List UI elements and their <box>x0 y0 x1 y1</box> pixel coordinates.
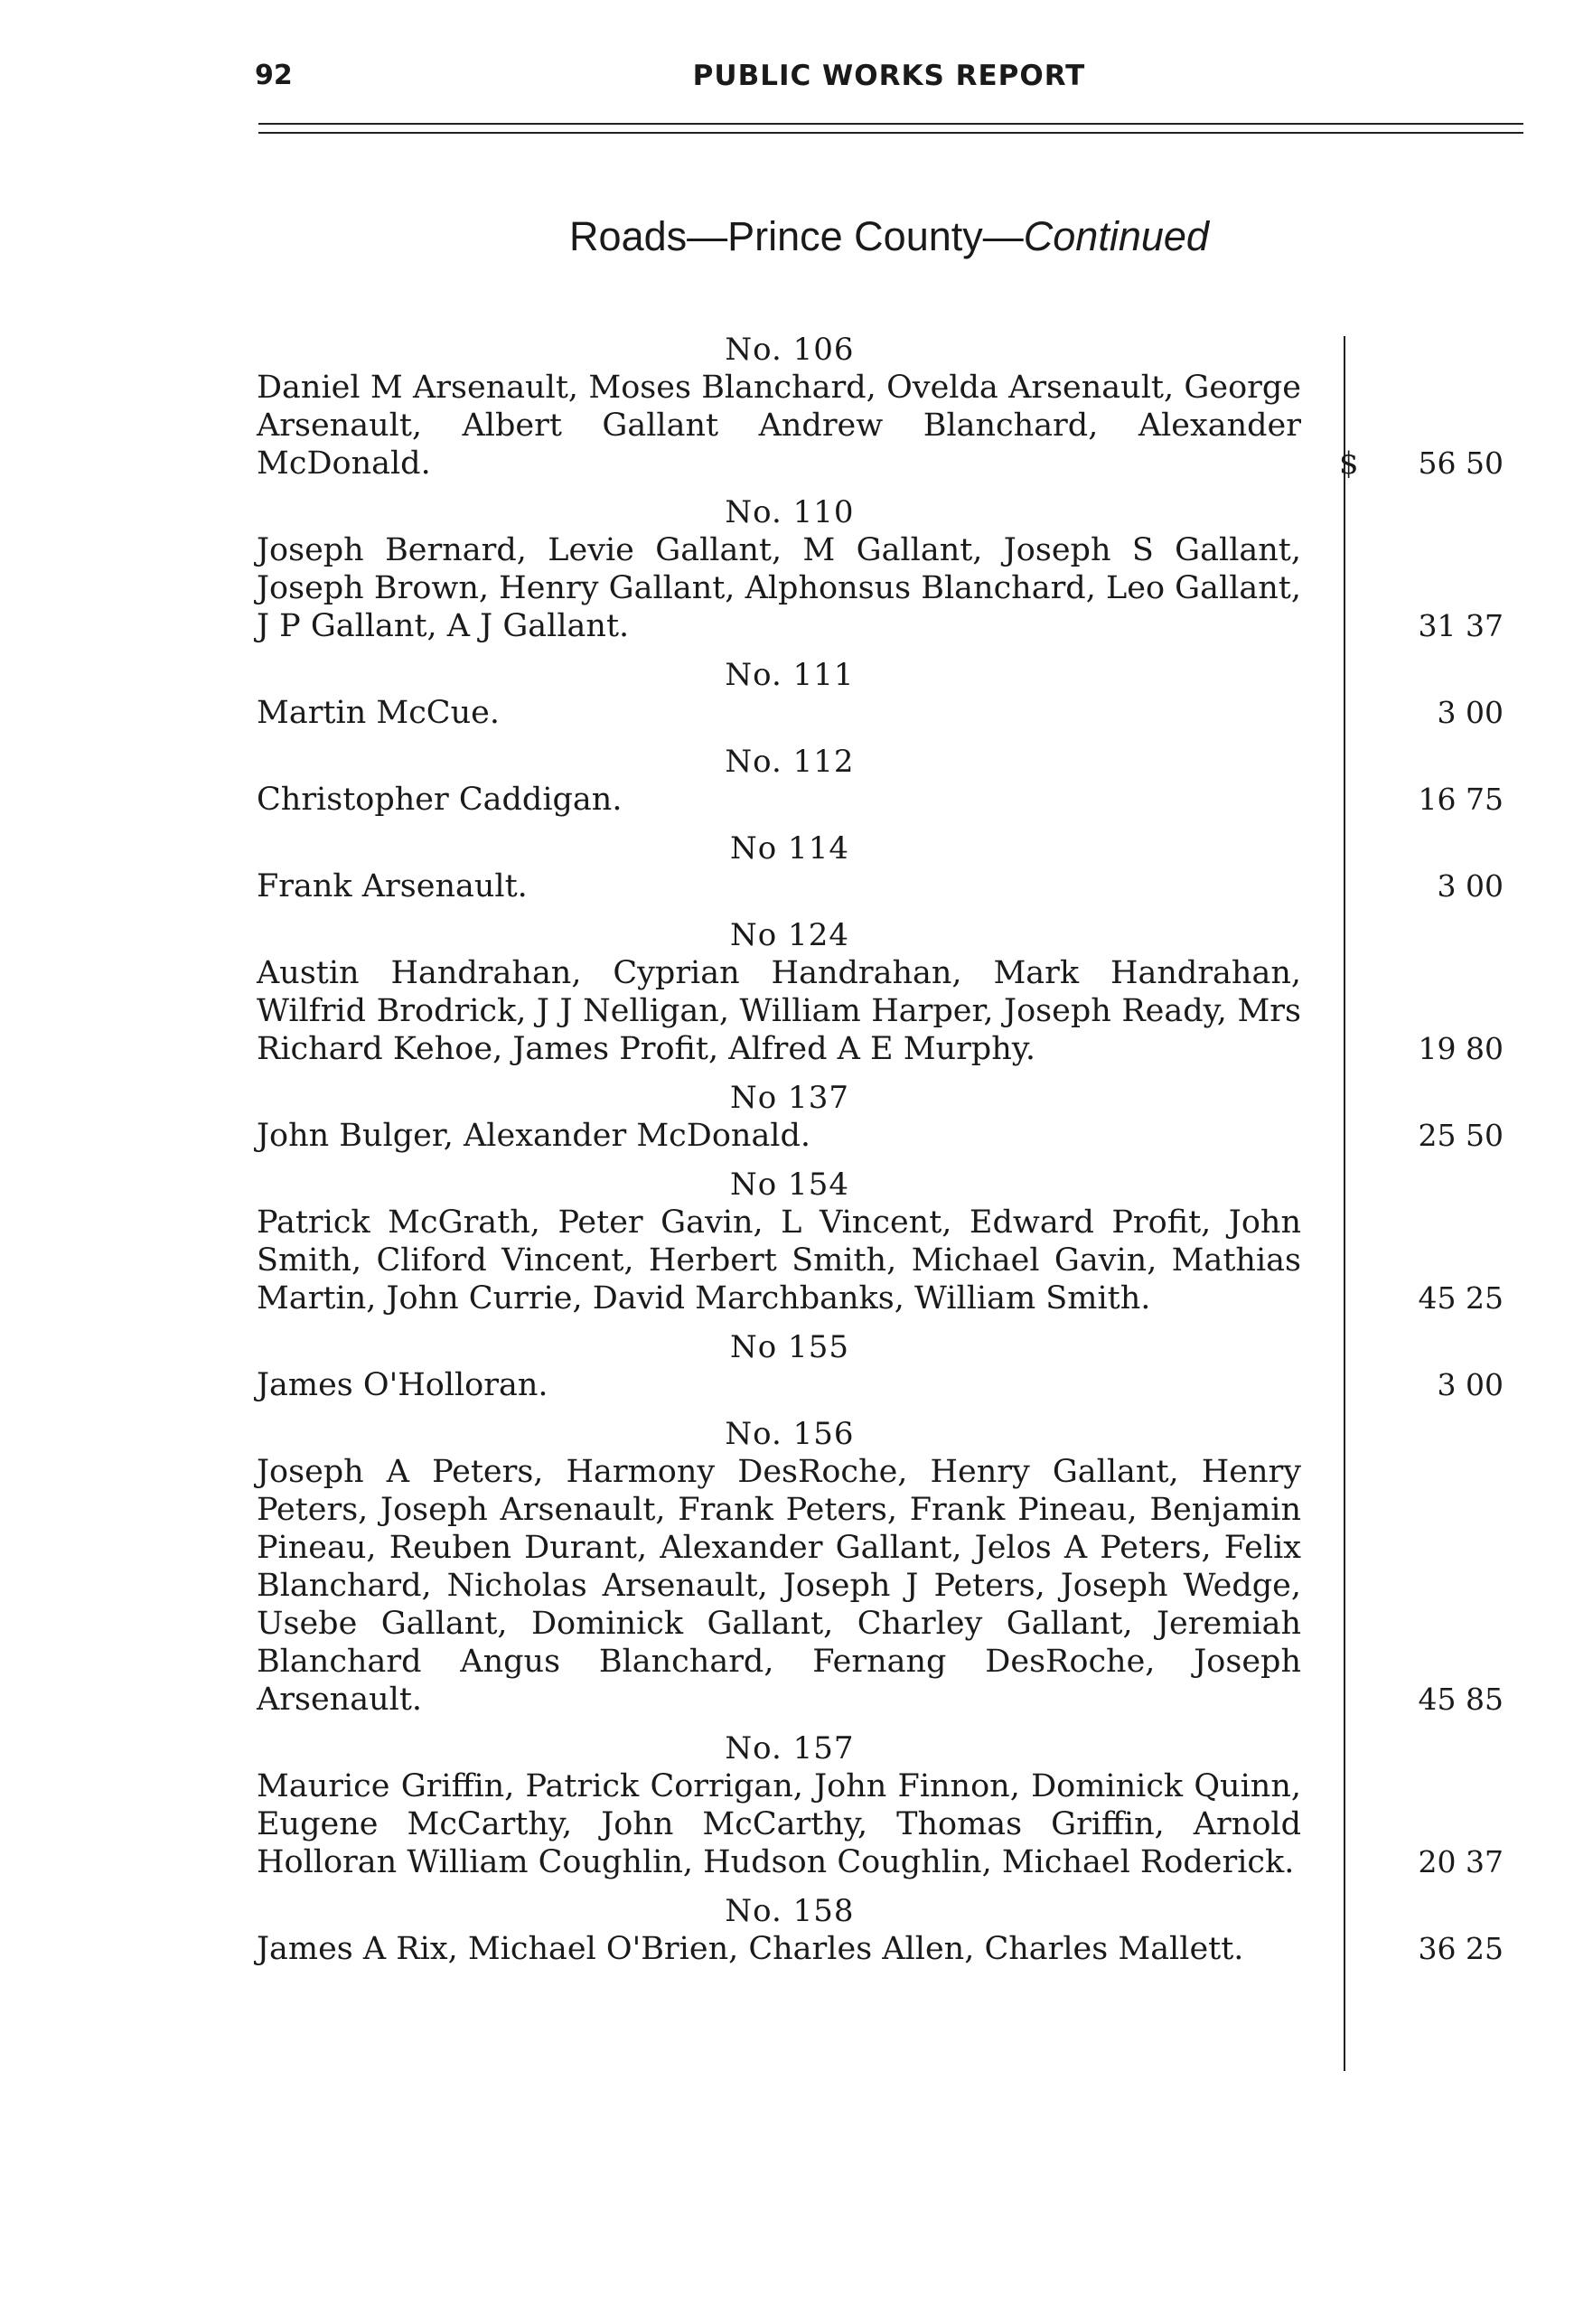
road-workers: Austin Handrahan, Cyprian Handrahan, Mark Handrahan, Wilfrid Brodrick, J J Nelligan, William Harper, Joseph Ready, Mrs Richard Kehoe, James Profit, Alfred A E Murphy. <box>257 955 1301 1067</box>
road-number: No. 157 <box>725 1730 855 1766</box>
road-workers: Maurice Griffin, Patrick Corrigan, John Finnon, Dominick Quinn, Eugene McCarthy, John McCarthy, Thomas Griffin, Arnold Holloran William Coughlin, Hudson Coughlin, Michael Roderick. <box>257 1768 1301 1880</box>
road-number: No 155 <box>730 1329 849 1365</box>
page-number: 92 <box>255 60 293 91</box>
road-number: No 124 <box>730 917 849 953</box>
road-workers: John Bulger, Alexander McDonald. <box>257 1118 811 1154</box>
section-title <box>255 213 1523 260</box>
section-title-continued: Continued <box>1023 213 1209 259</box>
road-number: No. 158 <box>725 1893 855 1929</box>
road-workers: Joseph Bernard, Levie Gallant, M Gallant, Joseph S Gallant, Joseph Brown, Henry Gallant, Alphonsus Blanchard, Leo Gallant, J P Gallant, A J Gallant. <box>257 532 1301 644</box>
road-amount: 56 50 <box>1418 445 1504 481</box>
road-entries <box>257 331 1525 1979</box>
road-entry <box>257 1328 1525 1404</box>
road-number: No 137 <box>730 1080 849 1116</box>
running-title: PUBLIC WORKS REPORT <box>692 60 1086 92</box>
road-amount: 3 00 <box>1437 695 1504 730</box>
section-title-main: Roads—Prince County— <box>569 213 1024 259</box>
road-workers: Frank Arsenault. <box>257 868 528 904</box>
road-number: No. 156 <box>725 1416 855 1452</box>
dollar-sign: $ <box>1339 445 1359 482</box>
road-amount: 45 85 <box>1418 1682 1504 1717</box>
road-entry <box>257 743 1525 819</box>
header-rule-bottom <box>258 132 1523 134</box>
road-workers: James O'Holloran. <box>257 1367 548 1403</box>
header-rule-top <box>258 123 1523 125</box>
road-entry <box>257 656 1525 732</box>
road-workers: Christopher Caddigan. <box>257 782 623 818</box>
road-amount: 3 00 <box>1437 1367 1504 1402</box>
road-entry <box>257 1079 1525 1155</box>
road-number: No 154 <box>730 1167 849 1203</box>
road-number: No. 110 <box>725 494 855 530</box>
road-entry <box>257 1415 1525 1719</box>
road-entry <box>257 1892 1525 1968</box>
road-number: No. 106 <box>725 332 855 368</box>
road-number: No. 112 <box>725 744 855 780</box>
road-number: No 114 <box>730 830 849 867</box>
road-entry <box>257 829 1525 905</box>
road-amount: 19 80 <box>1418 1031 1504 1066</box>
road-workers: Joseph A Peters, Harmony DesRoche, Henry Gallant, Henry Peters, Joseph Arsenault, Frank Peters, Frank Pineau, Benjamin Pineau, Reuben Durant, Alexander Gallant, Jelos A Peters, Felix Blanchard, Nicholas Arsenault, Joseph J Peters, Joseph Wedge, Usebe Gallant, Dominick Gallant, Charley Gallant, Jeremiah Blanchard Angus Blanchard, Fernang DesRoche, Joseph Arsenault. <box>257 1454 1301 1718</box>
road-entry <box>257 1166 1525 1317</box>
road-amount: 25 50 <box>1418 1118 1504 1153</box>
road-amount: 16 75 <box>1418 782 1504 817</box>
road-entry <box>257 916 1525 1068</box>
road-entry <box>257 331 1525 483</box>
road-workers: Daniel M Arsenault, Moses Blanchard, Ovelda Arsenault, George Arsenault, Albert Gallant Andrew Blanchard, Alexander McDonald. <box>257 370 1301 482</box>
road-entry <box>257 493 1525 645</box>
page-header <box>255 60 1523 105</box>
road-amount: 3 00 <box>1437 868 1504 904</box>
road-entry <box>257 1729 1525 1881</box>
road-amount: 20 37 <box>1418 1844 1504 1879</box>
road-workers: Martin McCue. <box>257 695 500 731</box>
road-workers: James A Rix, Michael O'Brien, Charles Allen, Charles Mallett. <box>257 1931 1244 1967</box>
road-amount: 31 37 <box>1418 608 1504 643</box>
road-number: No. 111 <box>725 657 855 693</box>
road-amount: 36 25 <box>1418 1931 1504 1966</box>
road-workers: Patrick McGrath, Peter Gavin, L Vincent, Edward Profit, John Smith, Cliford Vincent, Herbert Smith, Michael Gavin, Mathias Martin, John Currie, David Marchbanks, William Smith. <box>257 1204 1301 1317</box>
road-amount: 45 25 <box>1418 1280 1504 1316</box>
